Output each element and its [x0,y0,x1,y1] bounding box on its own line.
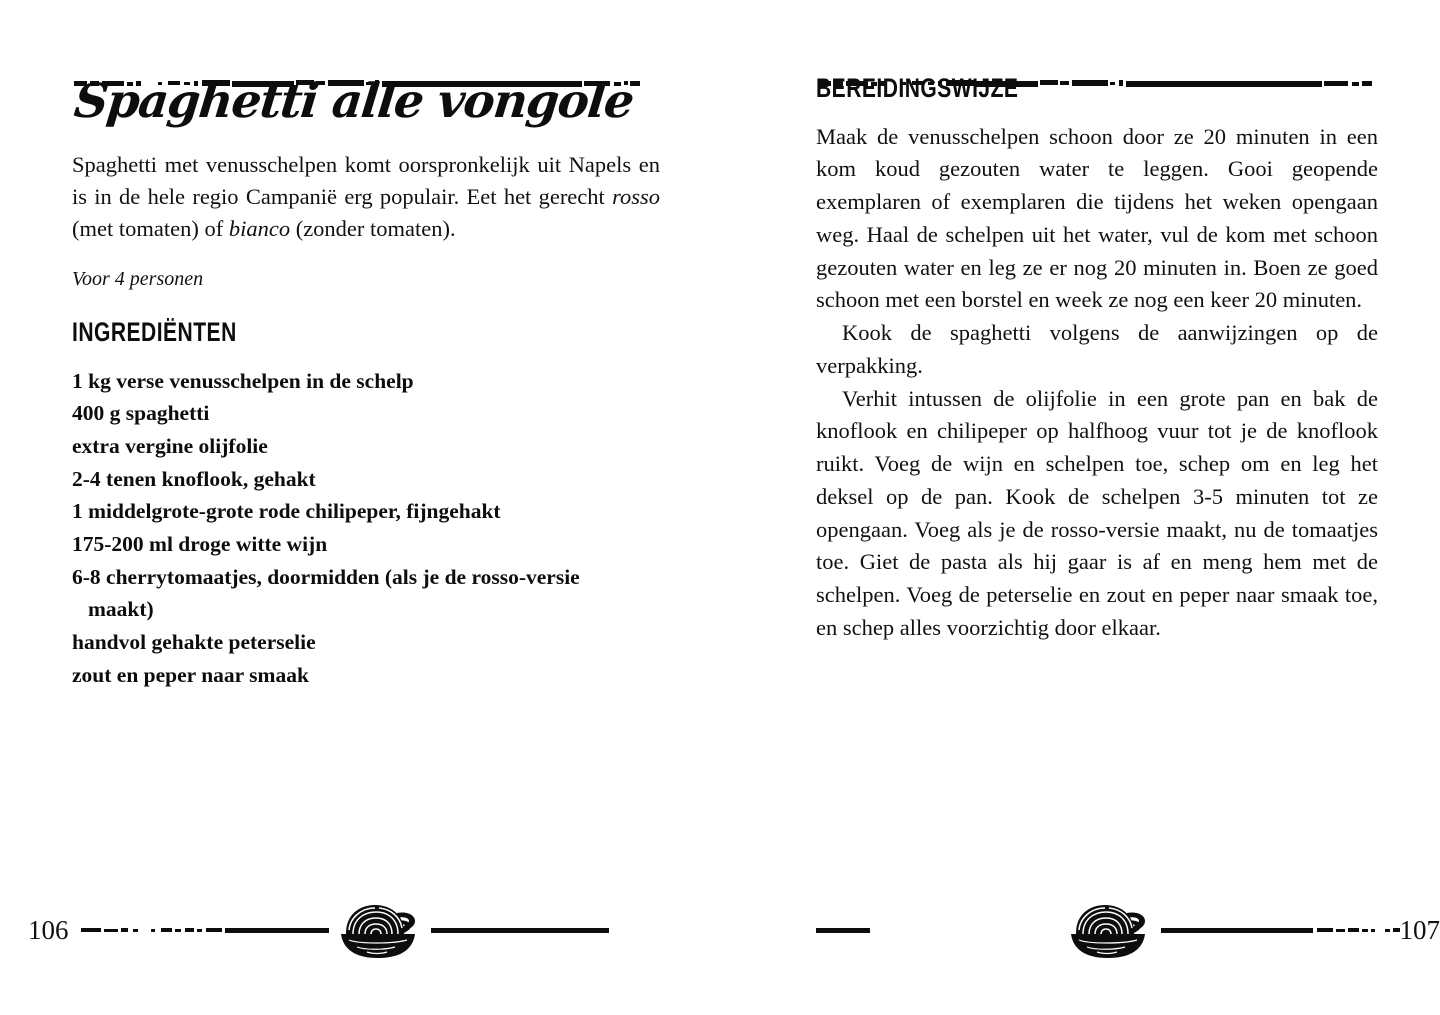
ingredient-item: 2-4 tenen knoflook, gehakt [72,466,316,491]
footer-rule-right-inner [1157,925,1400,935]
ingredient-item: zout en peper naar smaak [72,662,309,687]
footer-right [816,897,1440,963]
intro-text-part3: (zonder tomaten). [290,215,456,241]
intro-italic-bianco: bianco [228,215,291,241]
method-paragraph: Verhit intussen de olijfolie in een grote pan en bak de knoflook en chilipeper op halfhoog vuur tot je de knoflook ruikt. Voeg de wijn en schelpen toe, schep om en leg het deksel op de pan. Kook de schelpen 3-5 minuten tot ze opengaan. Voeg als je de rosso-versie maakt, nu de tomaatjes toe. Giet de pasta als hij gaar is af en meng hem met de schelpen. Voeg de peterselie en zout en peper naar smaak toe, en schep alles voorzichtig door elkaar. [816,385,1378,640]
method-paragraph: Kook de spaghetti volgens de aanwijzingen op de verpakking. [816,320,1378,378]
ingredients-list [72,365,660,692]
footer-left [28,897,688,963]
ingredient-item: 1 kg verse venusschelpen in de schelp [72,368,414,393]
recipe-title: Spaghetti alle vongole [71,74,636,129]
ingredient-item: 1 middelgrote-grote rode chilipeper, fijngehakt [72,499,501,524]
ingredient-item: 6-8 cherrytomaatjes, doormidden (als je de rosso-versie maakt) [72,564,580,622]
pasta-bowl-icon [335,899,421,961]
footer-rule-right-outer [816,925,1059,935]
serving-size: Voor 4 personen [72,267,204,290]
recipe-intro [72,149,660,245]
right-page [720,0,1440,1015]
ingredient-item: handvol gehakte peterselie [72,629,316,654]
ingredients-heading: INGREDIËNTEN [72,316,237,347]
intro-text-part2: (met tomaten) of [72,215,229,241]
intro-italic-rosso: rosso [612,183,660,209]
pasta-bowl-icon [1065,899,1151,961]
footer-rule-left-inner [69,925,330,935]
method-paragraph: Maak de venusschelpen schoon door ze 20 minuten in een kom koud gezouten water te leggen. Gooi geopende exemplaren of exemplaren die tijdens het weken opengaan weg. Haal de schelpen uit het water, vul de kom met schoon gezouten water en leg ze er nog 20 minuten in. Boen ze goed schoon met een borstel en week ze nog een keer 20 minuten. [816,123,1378,313]
method-heading: BEREIDINGSWIJZE [816,73,1019,103]
footer-rule-left-outer [427,925,688,935]
page-number-right: 107 [1399,914,1440,945]
page-number-left: 106 [28,914,69,945]
ingredient-item: 400 g spaghetti [72,401,210,426]
ingredient-item: extra vergine olijfolie [72,433,268,458]
intro-text-part1: Spaghetti met venusschelpen komt oorspronkelijk uit Napels en is in de hele regio Campanië erg populair. Eet het gerecht [72,152,660,209]
method-body [816,121,1378,645]
ingredient-item: 175-200 ml droge witte wijn [72,531,328,556]
